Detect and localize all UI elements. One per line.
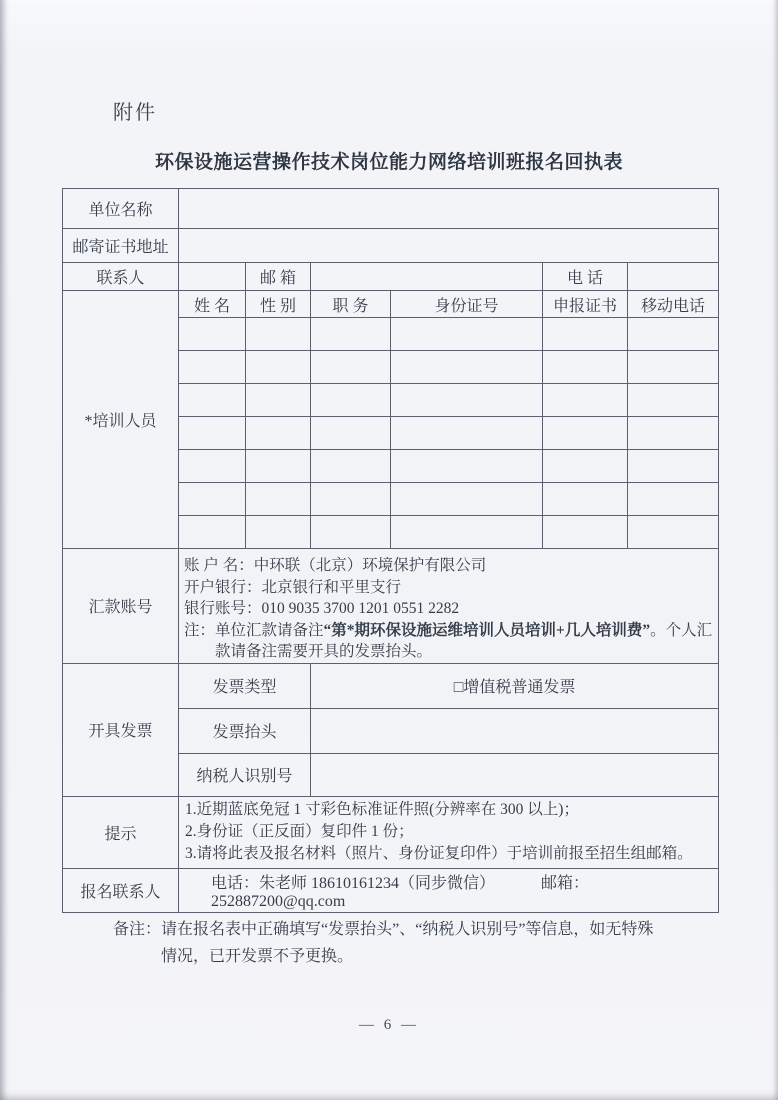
trainee-empty-cell xyxy=(246,483,311,516)
column-header-mobile: 移动电话 xyxy=(628,291,719,318)
mailing-address-row xyxy=(63,229,719,263)
trainee-empty-cell xyxy=(628,450,719,483)
remark-note xyxy=(113,916,693,970)
email-label: 邮 箱 xyxy=(246,263,311,291)
trainee-empty-cell xyxy=(246,417,311,450)
registration-contact-phone: 电话：朱老师 18610161234（同步微信） xyxy=(211,874,496,892)
trainee-empty-cell xyxy=(311,516,391,549)
contact-row xyxy=(63,263,719,291)
registration-contact-row xyxy=(63,868,719,912)
mailing-address-value-cell xyxy=(179,229,719,263)
email-value-cell xyxy=(311,263,543,291)
trainee-empty-cell xyxy=(543,351,628,384)
trainee-empty-cell xyxy=(391,417,543,450)
trainee-empty-cell xyxy=(628,384,719,417)
unit-name-row xyxy=(63,189,719,229)
column-header-gender: 性 别 xyxy=(246,291,311,318)
trainee-header-row xyxy=(63,291,719,318)
trainee-empty-cell xyxy=(543,450,628,483)
remark-line-1: 请在报名表中正确填写“发票抬头”、“纳税人识别号”等信息，如无特殊 xyxy=(161,921,654,938)
trainee-empty-cell xyxy=(246,351,311,384)
trainee-empty-cell xyxy=(543,516,628,549)
trainee-empty-cell xyxy=(311,384,391,417)
remittance-account-number: 银行账号：010 9035 3700 1201 0551 2282 xyxy=(184,600,460,617)
trainee-empty-cell xyxy=(391,450,543,483)
registration-form-table xyxy=(62,188,719,913)
phone-label: 电 话 xyxy=(543,263,628,291)
remittance-account-name: 账 户 名：中环联（北京）环境保护有限公司 xyxy=(184,557,487,574)
invoice-label: 开具发票 xyxy=(63,663,179,796)
remittance-content-cell xyxy=(179,549,719,664)
trainee-empty-cell xyxy=(543,483,628,516)
remittance-note-suffix: 。个人汇 xyxy=(650,621,713,639)
mailing-address-label: 邮寄证书地址 xyxy=(63,229,179,263)
trainee-empty-cell xyxy=(628,516,719,549)
unit-name-value-cell xyxy=(179,189,719,229)
trainee-empty-cell xyxy=(391,318,543,351)
remittance-bank: 开户银行：北京银行和平里支行 xyxy=(184,578,402,596)
remittance-note-line2: 款请备注需要开具的发票抬头。 xyxy=(215,643,433,660)
trainee-empty-cell xyxy=(179,483,246,516)
trainee-empty-cell xyxy=(179,384,246,417)
tip-item-2: 2.身份证（正反面）复印件 1 份； xyxy=(185,823,414,840)
column-header-position: 职 务 xyxy=(311,291,391,318)
remark-line-2: 情况，已开发票不予更换。 xyxy=(161,948,354,965)
invoice-type-value: 增值税普通发票 xyxy=(463,679,576,696)
trainee-empty-cell xyxy=(246,516,311,549)
trainee-empty-cell xyxy=(311,318,391,351)
trainee-empty-cell xyxy=(246,384,311,417)
column-header-certificate: 申报证书 xyxy=(543,291,628,318)
trainee-empty-cell xyxy=(628,417,719,450)
trainee-empty-cell xyxy=(543,384,628,417)
trainee-empty-cell xyxy=(179,318,246,351)
trainees-label: *培训人员 xyxy=(63,291,179,549)
taxpayer-id-value-cell xyxy=(311,753,719,796)
attachment-label: 附件 xyxy=(113,102,157,124)
column-header-id-number: 身份证号 xyxy=(391,291,543,318)
tips-row xyxy=(63,796,719,868)
contact-value-cell xyxy=(179,263,246,291)
trainee-empty-cell xyxy=(179,417,246,450)
column-header-name: 姓 名 xyxy=(179,291,246,318)
remittance-note-bold: “第*期环保设施运维培训人员培训+几人培训费” xyxy=(323,621,651,639)
checkbox-unchecked-icon: □ xyxy=(453,679,464,696)
remittance-note-line1 xyxy=(184,620,716,642)
trainee-empty-cell xyxy=(391,351,543,384)
registration-contact-email: 邮箱：252887200@qq.com xyxy=(211,874,590,910)
trainee-empty-cell xyxy=(391,483,543,516)
invoice-type-label: 发票类型 xyxy=(179,663,311,708)
trainee-empty-cell xyxy=(246,318,311,351)
invoice-type-row xyxy=(63,663,719,708)
trainee-empty-cell xyxy=(311,483,391,516)
trainee-empty-cell xyxy=(543,318,628,351)
phone-value-cell xyxy=(628,263,719,291)
trainee-empty-cell xyxy=(179,516,246,549)
trainee-empty-cell xyxy=(543,417,628,450)
trainee-empty-cell xyxy=(628,483,719,516)
trainee-empty-cell xyxy=(311,450,391,483)
tip-item-3: 3.请将此表及报名材料（照片、身份证复印件）于培训前报至招生组邮箱。 xyxy=(185,845,693,862)
tips-label: 提示 xyxy=(63,796,179,868)
contact-label: 联系人 xyxy=(63,263,179,291)
trainee-empty-cell xyxy=(391,516,543,549)
trainee-empty-cell xyxy=(628,318,719,351)
tips-content-cell xyxy=(179,796,719,868)
registration-contact-label: 报名联系人 xyxy=(63,868,179,912)
remittance-note-prefix: 注：单位汇款请备注 xyxy=(184,621,324,639)
remark-text xyxy=(161,916,653,970)
trainee-empty-cell xyxy=(179,351,246,384)
page-number: — 6 — xyxy=(359,1017,419,1033)
trainee-empty-cell xyxy=(311,417,391,450)
invoice-title-value-cell xyxy=(311,708,719,753)
invoice-title-label: 发票抬头 xyxy=(179,708,311,753)
remittance-label: 汇款账号 xyxy=(63,549,179,664)
trainee-empty-cell xyxy=(311,351,391,384)
remittance-row xyxy=(63,549,719,664)
remark-label: 备注： xyxy=(113,921,162,938)
trainee-empty-cell xyxy=(628,351,719,384)
unit-name-label: 单位名称 xyxy=(63,189,179,229)
trainee-empty-cell xyxy=(179,450,246,483)
trainee-empty-cell xyxy=(391,384,543,417)
trainee-empty-cell xyxy=(246,450,311,483)
taxpayer-id-label: 纳税人识别号 xyxy=(179,753,311,796)
document-title: 环保设施运营操作技术岗位能力网络培训班报名回执表 xyxy=(154,152,623,173)
registration-contact-cell xyxy=(179,868,719,912)
tip-item-1: 1.近期蓝底免冠 1 寸彩色标准证件照(分辨率在 300 以上)； xyxy=(185,801,579,818)
invoice-type-value-cell xyxy=(311,663,719,708)
